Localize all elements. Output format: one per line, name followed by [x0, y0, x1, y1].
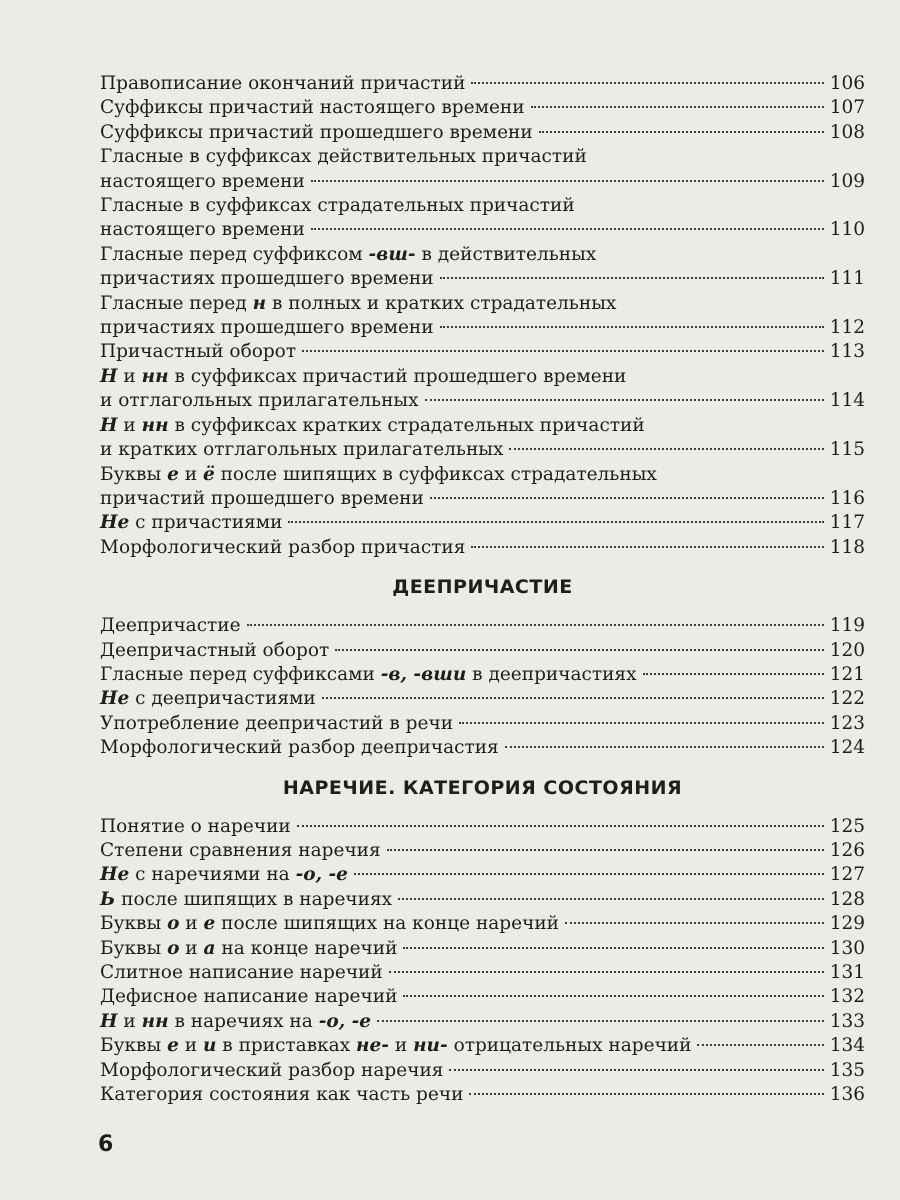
toc-entry: Морфологический разбор наречия 135: [100, 1059, 865, 1081]
toc-entry: Гласные в суффиксах страдательных причастий настоящего времени 110: [100, 195, 865, 241]
section-title: ДЕЕПРИЧАСТИЕ: [392, 576, 573, 599]
section-title: НАРЕЧИЕ. КАТЕГОРИЯ СОСТОЯНИЯ: [282, 776, 683, 799]
toc-entry: Буквы е и и в приставках не- и ни- отрицательных наречий 134: [100, 1035, 865, 1057]
toc-entry: Гласные перед н в полных и кратких страдательных причастиях прошедшего времени 112: [100, 292, 865, 339]
toc-entry: Не с деепричастиями 122: [100, 688, 865, 710]
toc-entry: Степени сравнения наречия 126: [100, 839, 865, 861]
toc-entry: Н и нн в наречиях на -о, -е 133: [100, 1010, 865, 1032]
toc-entry: Категория состояния как часть речи 136: [100, 1084, 865, 1106]
toc-entry: Буквы о и а на конце наречий 130: [100, 937, 865, 959]
toc-entry: Не с наречиями на -о, -е 127: [100, 864, 865, 886]
toc-entry: Дефисное написание наречий 132: [100, 986, 865, 1008]
toc-entry: Причастный оборот 113: [100, 341, 865, 363]
toc-entry: Суффиксы причастий прошедшего времени 108: [100, 121, 865, 143]
toc-entry: Морфологический разбор причастия 118: [100, 536, 865, 558]
toc-entry: Суффиксы причастий настоящего времени 107: [100, 97, 865, 119]
toc-entry: Ь после шипящих в наречиях 128: [100, 888, 865, 910]
toc-entry: Гласные в суффиксах действительных причастий настоящего времени 109: [100, 146, 865, 192]
toc-entry: Буквы е и ё после шипящих в суффиксах страдательных причастий прошедшего времени 116: [100, 463, 865, 509]
toc-entry: Деепричастный оборот 120: [100, 639, 865, 661]
toc-entry: Гласные перед суффиксом -вш- в действительных причастиях прошедшего времени 111: [100, 243, 865, 290]
toc-entry: Употребление деепричастий в речи 123: [100, 712, 865, 734]
toc-entry: Слитное написание наречий 131: [100, 962, 865, 983]
toc-entry: Морфологический разбор деепричастия 124: [100, 737, 865, 759]
toc-entry: Не с причастиями 117: [100, 512, 865, 534]
page-number: 6: [98, 1132, 114, 1157]
table-of-contents: [100, 72, 865, 1107]
toc-entry: Понятие о наречии 125: [100, 815, 865, 837]
toc-entry: Гласные перед суффиксами -в, -вши в деепричастиях 121: [100, 663, 865, 685]
toc-entry: Правописание окончаний причастий 106: [100, 73, 865, 94]
toc-entry: Н и нн в суффиксах причастий прошедшего времени и отглагольных прилагательных 114: [100, 365, 865, 412]
toc-entry: Н и нн в суффиксах кратких страдательных причастий и кратких отглагольных прилагательных 115: [100, 414, 865, 461]
toc-entry: Буквы о и е после шипящих на конце наречий 129: [100, 913, 865, 935]
toc-entry: Деепричастие 119: [100, 615, 865, 637]
